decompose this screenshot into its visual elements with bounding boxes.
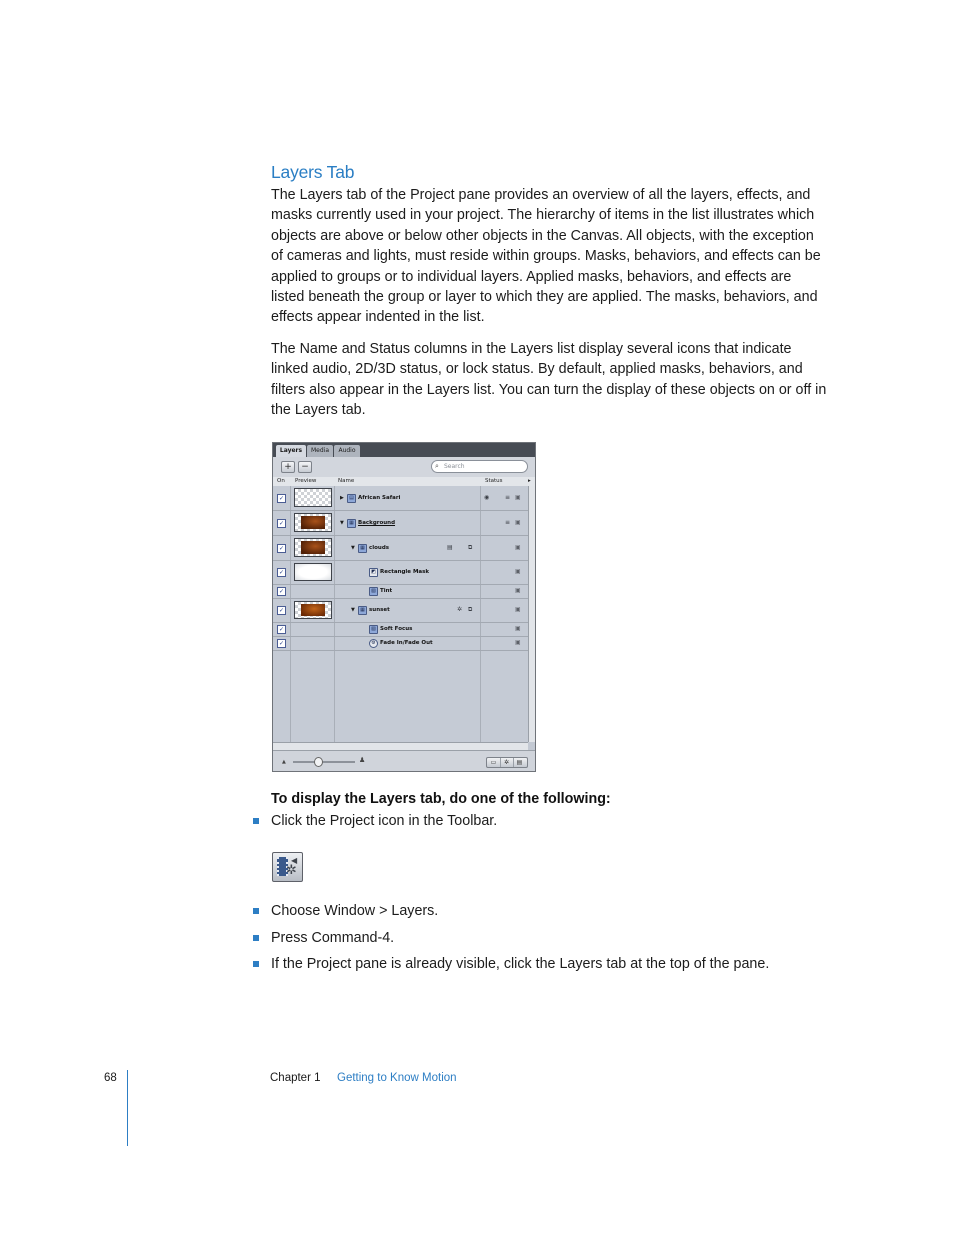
lock-icon[interactable]: ▣ <box>515 544 521 551</box>
lock-icon[interactable]: ▣ <box>515 568 521 575</box>
preview-size-slider[interactable] <box>293 761 355 763</box>
section-heading: Layers Tab <box>271 162 355 182</box>
enable-checkbox[interactable]: ✓ <box>278 640 285 647</box>
column-status[interactable]: Status <box>485 478 503 484</box>
lock-icon[interactable]: ▣ <box>515 494 521 501</box>
layer-name[interactable]: Fade In/Fade Out <box>380 640 433 646</box>
search-field[interactable] <box>431 460 528 473</box>
remove-layer-button[interactable]: − <box>298 461 312 473</box>
layer-row[interactable] <box>273 486 528 511</box>
show-behaviors-icon[interactable]: ✲ <box>500 758 514 767</box>
enable-checkbox[interactable]: ✓ <box>278 588 285 595</box>
disclosure-triangle-icon[interactable]: ▶ <box>340 495 344 501</box>
layer-row[interactable] <box>273 585 528 599</box>
disclosure-triangle-icon[interactable]: ▼ <box>340 520 344 526</box>
enable-checkbox[interactable]: ✓ <box>278 520 285 527</box>
enable-checkbox[interactable]: ✓ <box>278 495 285 502</box>
large-person-icon: ♟ <box>359 756 366 764</box>
layer-preview <box>294 563 332 581</box>
layer-row[interactable] <box>273 561 528 585</box>
lock-icon[interactable]: ▣ <box>515 625 521 632</box>
tab-layers[interactable]: Layers <box>276 445 306 457</box>
project-icon: ▤ <box>347 494 356 503</box>
enable-checkbox[interactable]: ✓ <box>278 545 285 552</box>
stack-icon: ≡ <box>505 494 511 501</box>
filter-icon: ▧ <box>369 587 378 596</box>
lock-icon[interactable]: ▣ <box>515 519 521 526</box>
filter-toggle-icon[interactable]: ▤ <box>447 544 453 551</box>
stack-icon: ≡ <box>505 519 511 526</box>
layer-name[interactable]: Tint <box>380 588 393 594</box>
layer-preview <box>294 601 332 619</box>
layers-list <box>273 486 528 742</box>
gear-icon[interactable]: ✲ <box>457 606 463 613</box>
column-menu-icon[interactable]: ▸ <box>528 478 531 484</box>
pane-toolbar <box>273 457 535 478</box>
bullet-marker <box>253 961 259 967</box>
layers-pane-screenshot <box>272 442 536 772</box>
arrow-icon: ◀ <box>291 856 298 865</box>
group-icon: ▦ <box>358 606 367 615</box>
linked-audio-icon: ◉ <box>484 494 490 501</box>
show-masks-icon[interactable]: ▭ <box>487 758 501 767</box>
lock-icon[interactable]: ▣ <box>515 606 521 613</box>
pane-tab-bar <box>273 443 535 457</box>
bullet-marker <box>253 935 259 941</box>
layer-name[interactable]: clouds <box>369 545 390 551</box>
group-icon: ▦ <box>358 544 367 553</box>
body-paragraph-1: The Layers tab of the Project pane provides an overview of all the layers, effects, and masks currently used in your project. The hierarchy of items in the list illustrates which objects are above or below other objects in the Canvas. All objects, with the exception of cameras and lights, must reside within groups. Masks, behaviors, and effects can be applied to groups or to individual layers. Applied masks, behaviors, and effects are listed beneath the group or layer to which they are applied. The masks, behaviors, and effects appear indented in the list. <box>271 187 821 326</box>
layer-row[interactable] <box>273 599 528 623</box>
layer-row[interactable] <box>273 536 528 561</box>
bullet-text: Click the Project icon in the Toolbar. <box>271 813 498 829</box>
bullet-text: Choose Window > Layers. <box>271 903 439 919</box>
project-icon <box>272 852 303 882</box>
tab-media[interactable]: Media <box>307 445 333 457</box>
layer-row[interactable] <box>273 623 528 637</box>
vertical-scrollbar[interactable] <box>528 486 536 742</box>
layer-row[interactable] <box>273 511 528 536</box>
group-3d-icon: ⧉ <box>468 544 473 551</box>
layer-row[interactable] <box>273 637 528 651</box>
chapter-label: Chapter 1 <box>270 1072 321 1084</box>
layer-name[interactable]: Soft Focus <box>380 626 413 632</box>
chapter-title: Getting to Know Motion <box>337 1072 457 1084</box>
layer-name[interactable]: sunset <box>369 607 390 613</box>
lock-icon[interactable]: ▣ <box>515 587 521 594</box>
small-person-icon: ▲ <box>282 759 286 765</box>
bullet-marker <box>253 908 259 914</box>
enable-checkbox[interactable]: ✓ <box>278 626 285 633</box>
pane-bottom-bar <box>273 750 535 772</box>
disclosure-triangle-icon[interactable]: ▼ <box>351 607 355 613</box>
horizontal-scrollbar[interactable] <box>273 742 528 750</box>
lock-icon[interactable]: ▣ <box>515 639 521 646</box>
search-icon: ⌕ <box>435 462 439 470</box>
add-layer-button[interactable]: + <box>281 461 295 473</box>
column-preview[interactable]: Preview <box>295 478 317 484</box>
instructions-lead: To display the Layers tab, do one of the following: <box>271 791 611 807</box>
enable-checkbox[interactable]: ✓ <box>278 607 285 614</box>
enable-checkbox[interactable]: ✓ <box>278 569 285 576</box>
footer-rule <box>127 1070 128 1146</box>
mask-icon: ◩ <box>369 568 378 577</box>
layer-name[interactable]: African Safari <box>358 495 401 501</box>
group-icon: ▦ <box>347 519 356 528</box>
show-filters-masks-behaviors-toggle[interactable] <box>486 757 528 768</box>
behavior-icon: ⚙ <box>369 639 378 648</box>
bullet-marker <box>253 818 259 824</box>
page-number: 68 <box>104 1072 117 1084</box>
search-placeholder: Search <box>444 463 465 470</box>
gear-icon: ✲ <box>286 863 297 878</box>
layer-name[interactable]: Background <box>358 520 396 526</box>
layer-preview <box>294 513 332 532</box>
layer-preview <box>294 488 332 507</box>
show-filters-icon[interactable]: ▤ <box>516 759 523 766</box>
layer-preview <box>294 538 332 557</box>
filter-icon: ▧ <box>369 625 378 634</box>
bullet-text: If the Project pane is already visible, click the Layers tab at the top of the pane. <box>271 956 770 972</box>
tab-audio[interactable]: Audio <box>334 445 360 457</box>
layer-name[interactable]: Rectangle Mask <box>380 569 430 575</box>
bullet-text: Press Command-4. <box>271 930 395 946</box>
slider-knob[interactable] <box>314 757 323 767</box>
column-name[interactable]: Name <box>338 478 355 484</box>
column-on[interactable]: On <box>277 478 285 484</box>
group-3d-icon: ⧉ <box>468 606 473 613</box>
disclosure-triangle-icon[interactable]: ▼ <box>351 545 355 551</box>
body-paragraph-2: The Name and Status columns in the Layers list display several icons that indicate linked audio, 2D/3D status, or lock status. By default, applied masks, behaviors, and filters also appear in the Layers list. You can turn the display of these objects on or off in the Layers tab. <box>271 341 827 419</box>
